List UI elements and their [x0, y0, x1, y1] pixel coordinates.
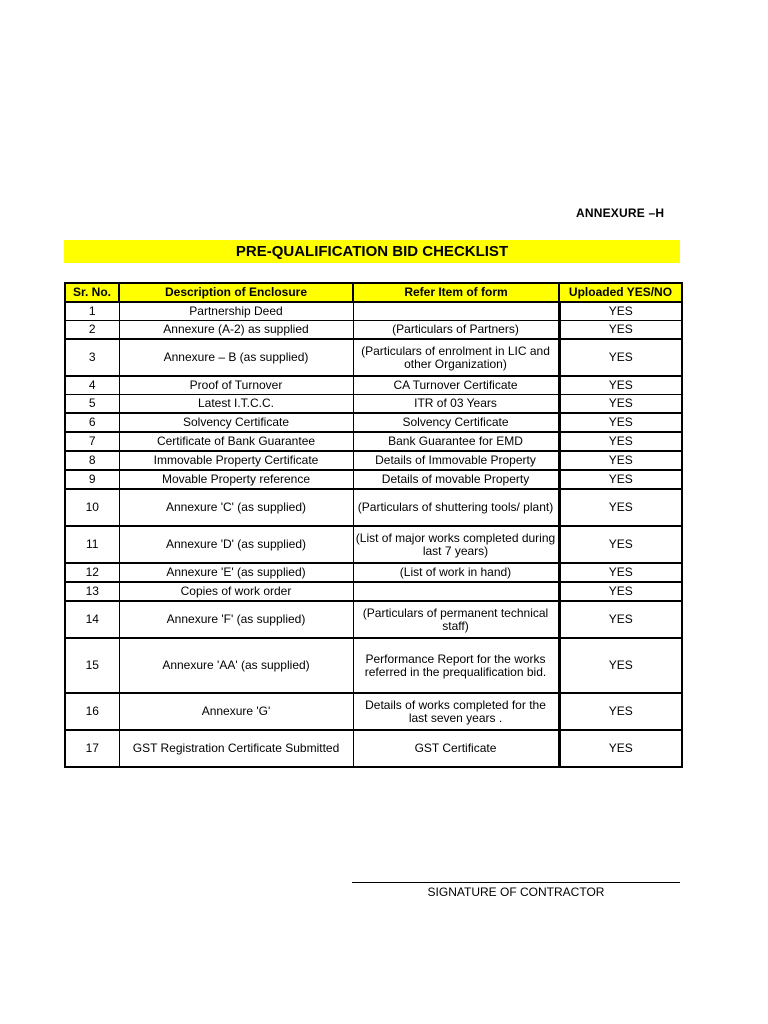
cell-sr-no: 13: [65, 582, 119, 601]
cell-uploaded: YES: [559, 432, 682, 451]
checklist-table: [64, 282, 683, 768]
cell-uploaded: YES: [559, 582, 682, 601]
table-row: [65, 730, 682, 767]
cell-refer-item: [353, 582, 559, 601]
cell-sr-no: 7: [65, 432, 119, 451]
table-row: [65, 582, 682, 601]
cell-description: Annexure – B (as supplied): [119, 339, 353, 376]
cell-description: Partnership Deed: [119, 302, 353, 321]
cell-refer-item: Details of Immovable Property: [353, 451, 559, 470]
annexure-label: ANNEXURE –H: [576, 206, 665, 220]
cell-sr-no: 1: [65, 302, 119, 321]
cell-description: Movable Property reference: [119, 470, 353, 489]
cell-uploaded: YES: [559, 376, 682, 395]
cell-uploaded: YES: [559, 302, 682, 321]
cell-refer-item: (Particulars of enrolment in LIC and other Organization): [353, 339, 559, 376]
cell-sr-no: 9: [65, 470, 119, 489]
table-row: [65, 563, 682, 582]
table-header-row: [65, 283, 682, 302]
cell-refer-item: Bank Guarantee for EMD: [353, 432, 559, 451]
cell-uploaded: YES: [559, 601, 682, 638]
table-row: [65, 489, 682, 526]
cell-uploaded: YES: [559, 413, 682, 432]
cell-uploaded: YES: [559, 489, 682, 526]
page-title: PRE-QUALIFICATION BID CHECKLIST: [235, 243, 509, 260]
table-row: [65, 413, 682, 432]
table-row: [65, 638, 682, 693]
cell-description: Annexure (A-2) as supplied: [119, 321, 353, 340]
table-row: [65, 693, 682, 730]
table-row: [65, 376, 682, 395]
cell-sr-no: 16: [65, 693, 119, 730]
cell-sr-no: 10: [65, 489, 119, 526]
cell-description: Annexure 'AA' (as supplied): [119, 638, 353, 693]
cell-sr-no: 5: [65, 395, 119, 414]
cell-refer-item: Solvency Certificate: [353, 413, 559, 432]
table-row: [65, 321, 682, 340]
table-row: [65, 526, 682, 563]
cell-sr-no: 11: [65, 526, 119, 563]
cell-refer-item: CA Turnover Certificate: [353, 376, 559, 395]
cell-refer-item: Details of movable Property: [353, 470, 559, 489]
cell-description: Annexure 'G': [119, 693, 353, 730]
cell-sr-no: 4: [65, 376, 119, 395]
signature-line: [352, 882, 680, 883]
cell-sr-no: 6: [65, 413, 119, 432]
cell-sr-no: 8: [65, 451, 119, 470]
header-description: Description of Enclosure: [119, 283, 353, 302]
page-title-band: [64, 240, 680, 263]
cell-description: Copies of work order: [119, 582, 353, 601]
cell-description: Annexure 'D' (as supplied): [119, 526, 353, 563]
cell-uploaded: YES: [559, 321, 682, 340]
cell-uploaded: YES: [559, 693, 682, 730]
cell-uploaded: YES: [559, 470, 682, 489]
cell-refer-item: (Particulars of Partners): [353, 321, 559, 340]
cell-refer-item: Performance Report for the works referred in the prequalification bid.: [353, 638, 559, 693]
cell-description: Solvency Certificate: [119, 413, 353, 432]
cell-uploaded: YES: [559, 395, 682, 414]
cell-sr-no: 2: [65, 321, 119, 340]
signature-label: SIGNATURE OF CONTRACTOR: [427, 885, 605, 899]
header-sr-no: Sr. No.: [65, 283, 119, 302]
cell-description: Immovable Property Certificate: [119, 451, 353, 470]
header-refer-item: Refer Item of form: [353, 283, 559, 302]
cell-refer-item: Details of works completed for the last seven years .: [353, 693, 559, 730]
cell-uploaded: YES: [559, 526, 682, 563]
cell-uploaded: YES: [559, 339, 682, 376]
table-row: [65, 395, 682, 414]
table-row: [65, 470, 682, 489]
cell-description: Proof of Turnover: [119, 376, 353, 395]
cell-refer-item: (List of major works completed during last 7 years): [353, 526, 559, 563]
cell-refer-item: (Particulars of shuttering tools/ plant): [353, 489, 559, 526]
cell-sr-no: 12: [65, 563, 119, 582]
cell-refer-item: ITR of 03 Years: [353, 395, 559, 414]
cell-description: Annexure 'C' (as supplied): [119, 489, 353, 526]
cell-description: Annexure 'F' (as supplied): [119, 601, 353, 638]
cell-description: Certificate of Bank Guarantee: [119, 432, 353, 451]
header-uploaded: Uploaded YES/NO: [559, 283, 682, 302]
table-row: [65, 339, 682, 376]
table-row: [65, 302, 682, 321]
table-row: [65, 601, 682, 638]
cell-sr-no: 14: [65, 601, 119, 638]
cell-uploaded: YES: [559, 451, 682, 470]
cell-refer-item: (List of work in hand): [353, 563, 559, 582]
cell-sr-no: 15: [65, 638, 119, 693]
cell-description: GST Registration Certificate Submitted: [119, 730, 353, 767]
cell-uploaded: YES: [559, 638, 682, 693]
cell-sr-no: 17: [65, 730, 119, 767]
table-row: [65, 451, 682, 470]
table-row: [65, 432, 682, 451]
cell-description: Latest I.T.C.C.: [119, 395, 353, 414]
cell-refer-item: (Particulars of permanent technical staff): [353, 601, 559, 638]
cell-description: Annexure 'E' (as supplied): [119, 563, 353, 582]
cell-uploaded: YES: [559, 563, 682, 582]
cell-refer-item: GST Certificate: [353, 730, 559, 767]
cell-refer-item: [353, 302, 559, 321]
cell-uploaded: YES: [559, 730, 682, 767]
cell-sr-no: 3: [65, 339, 119, 376]
